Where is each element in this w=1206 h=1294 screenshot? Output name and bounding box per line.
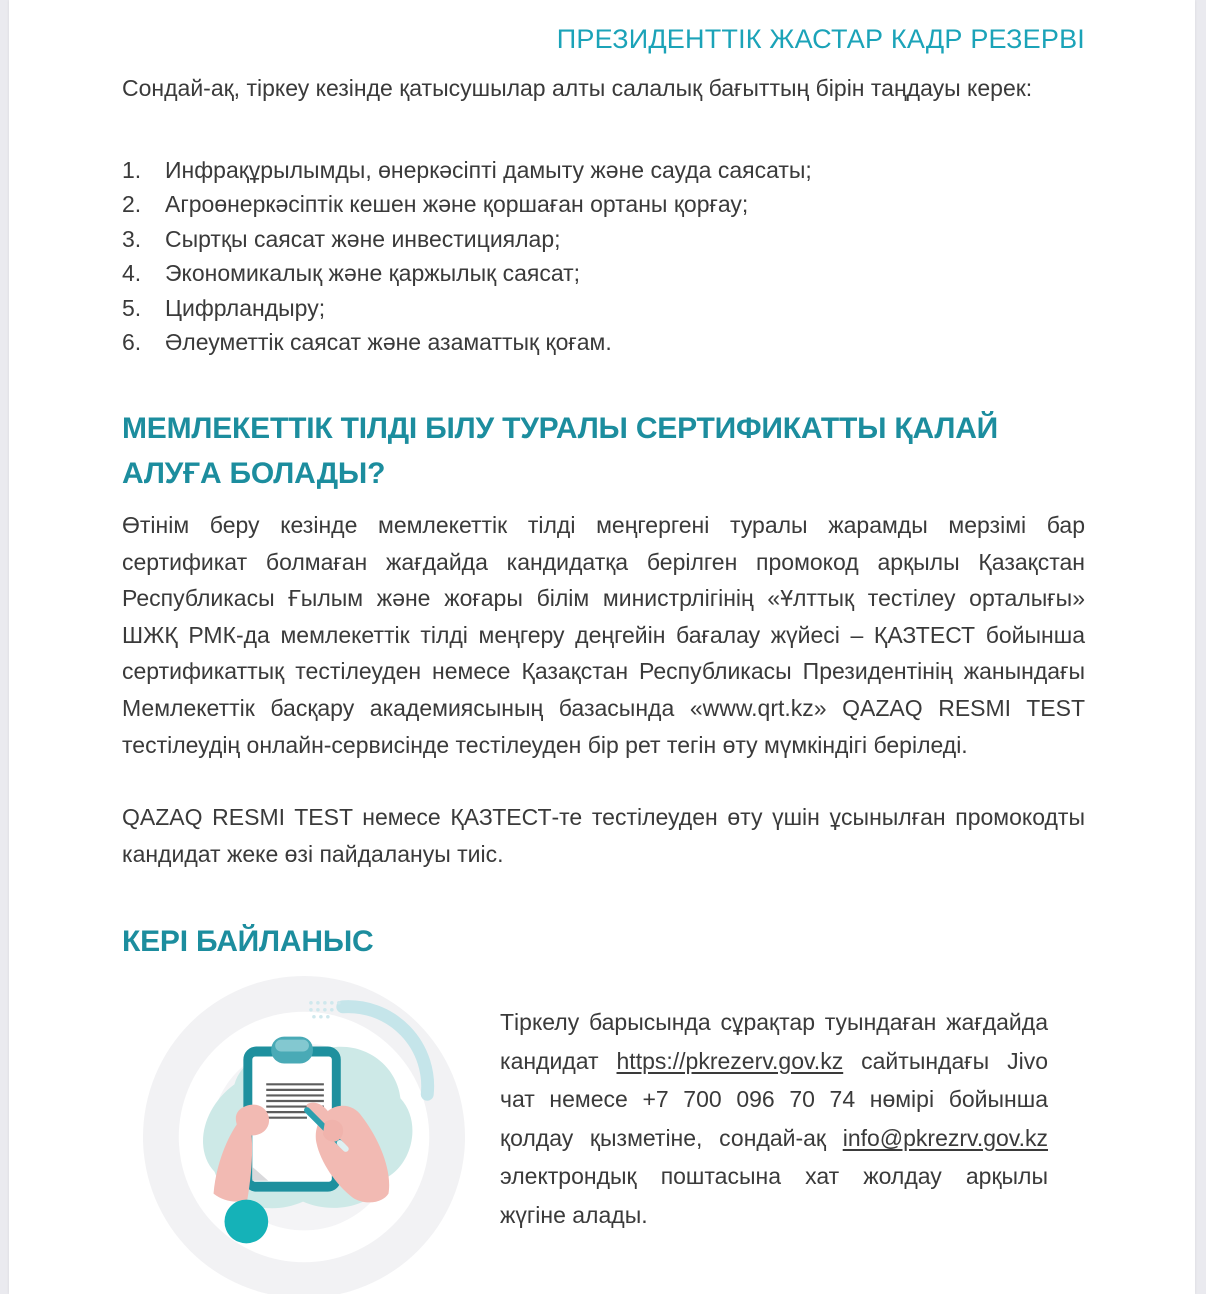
list-item-number: 3.	[122, 225, 142, 252]
directions-list	[122, 153, 1085, 359]
list-item-text: Әлеуметтік саясат және азаматтық қоғам.	[165, 329, 612, 356]
list-item-number: 6.	[122, 329, 142, 356]
list-item-number: 2.	[122, 191, 142, 218]
list-item	[122, 187, 1085, 221]
list-item	[122, 325, 1085, 359]
list-item-number: 1.	[122, 157, 142, 183]
list-item	[122, 153, 1085, 187]
section-heading-certificate: МЕМЛЕКЕТТІК ТІЛДІ БІЛУ ТУРАЛЫ СЕРТИФИКАТТЫ ҚАЛАЙ АЛУҒА БОЛАДЫ?	[122, 412, 999, 490]
site-link[interactable]: https://pkrezerv.gov.kz	[616, 1047, 844, 1074]
list-item	[122, 291, 1085, 325]
email-link[interactable]: info@pkrezrv.gov.kz	[842, 1124, 1048, 1151]
section-heading-feedback: КЕРІ БАЙЛАНЫС	[122, 925, 374, 958]
clipboard-writing-illustration	[140, 973, 468, 1294]
feedback-text-after: электрондық поштасына хат жолдау арқылы жүгіне алады.	[500, 1163, 1048, 1228]
feedback-text-middle: сайтындағы Jivo чат немесе +7 700 096 70 74 нөмірі бойынша қолдау қызметіне, сондай-ақ	[500, 1047, 1049, 1151]
list-item-text: Цифрландыру;	[165, 294, 326, 321]
certificate-paragraph-1: Өтінім беру кезінде мемлекеттік тілді меңгергені туралы жарамды мерзімі бар сертификат болмаған жағдайда кандидатқа берілген промокод арқылы Қазақстан Республикасы Ғылым және жоғары білім министрлігінің «Ұлттық тестілеу орталығы» ШЖҚ РМК-да мемлекеттік тілді меңгеру деңгейін бағалау жүйесі – ҚАЗТЕСТ бойынша сертификаттық тестілеуден немесе Қазақстан Республикасы Президентінің жанындағы Мемлекеттік басқару академиясының базасында «www.qrt.kz» QAZAQ RESMI TEST тестілеудің онлайн-сервисінде тестілеуден бір рет тегін өту мүмкіндігі беріледі.	[122, 512, 1085, 758]
feedback-text-before: Тіркелу барысында сұрақтар туындаған жағдайда кандидат	[500, 1009, 1048, 1074]
certificate-paragraph-2: QAZAQ RESMI TEST немесе ҚАЗТЕСТ-те тестілеуден өту үшін ұсынылған промокодты кандидат жеке өзі пайдалануы тиіс.	[122, 804, 1085, 867]
lead-paragraph: Сондай-ақ, тіркеу кезінде қатысушылар алты салалық бағыттың бірін таңдауы керек:	[122, 75, 1033, 101]
list-item-number: 4.	[122, 260, 142, 287]
list-item-text: Агроөнеркәсіптік кешен және қоршаған ортаны қорғау;	[165, 191, 749, 218]
list-item-text: Инфрақұрылымды, өнеркәсіпті дамыту және сауда саясаты;	[165, 157, 812, 183]
list-item-text: Сыртқы саясат және инвестициялар;	[165, 225, 561, 252]
list-item	[122, 222, 1085, 256]
clipboard-illustration-svg	[140, 973, 468, 1294]
document-page	[9, 0, 1195, 1294]
list-item	[122, 256, 1085, 290]
feedback-paragraph	[500, 1003, 1048, 1235]
list-item-number: 5.	[122, 294, 142, 321]
page-title: ПРЕЗИДЕНТТІК ЖАСТАР КАДР РЕЗЕРВІ	[556, 24, 1085, 54]
list-item-text: Экономикалық және қаржылық саясат;	[165, 260, 581, 287]
